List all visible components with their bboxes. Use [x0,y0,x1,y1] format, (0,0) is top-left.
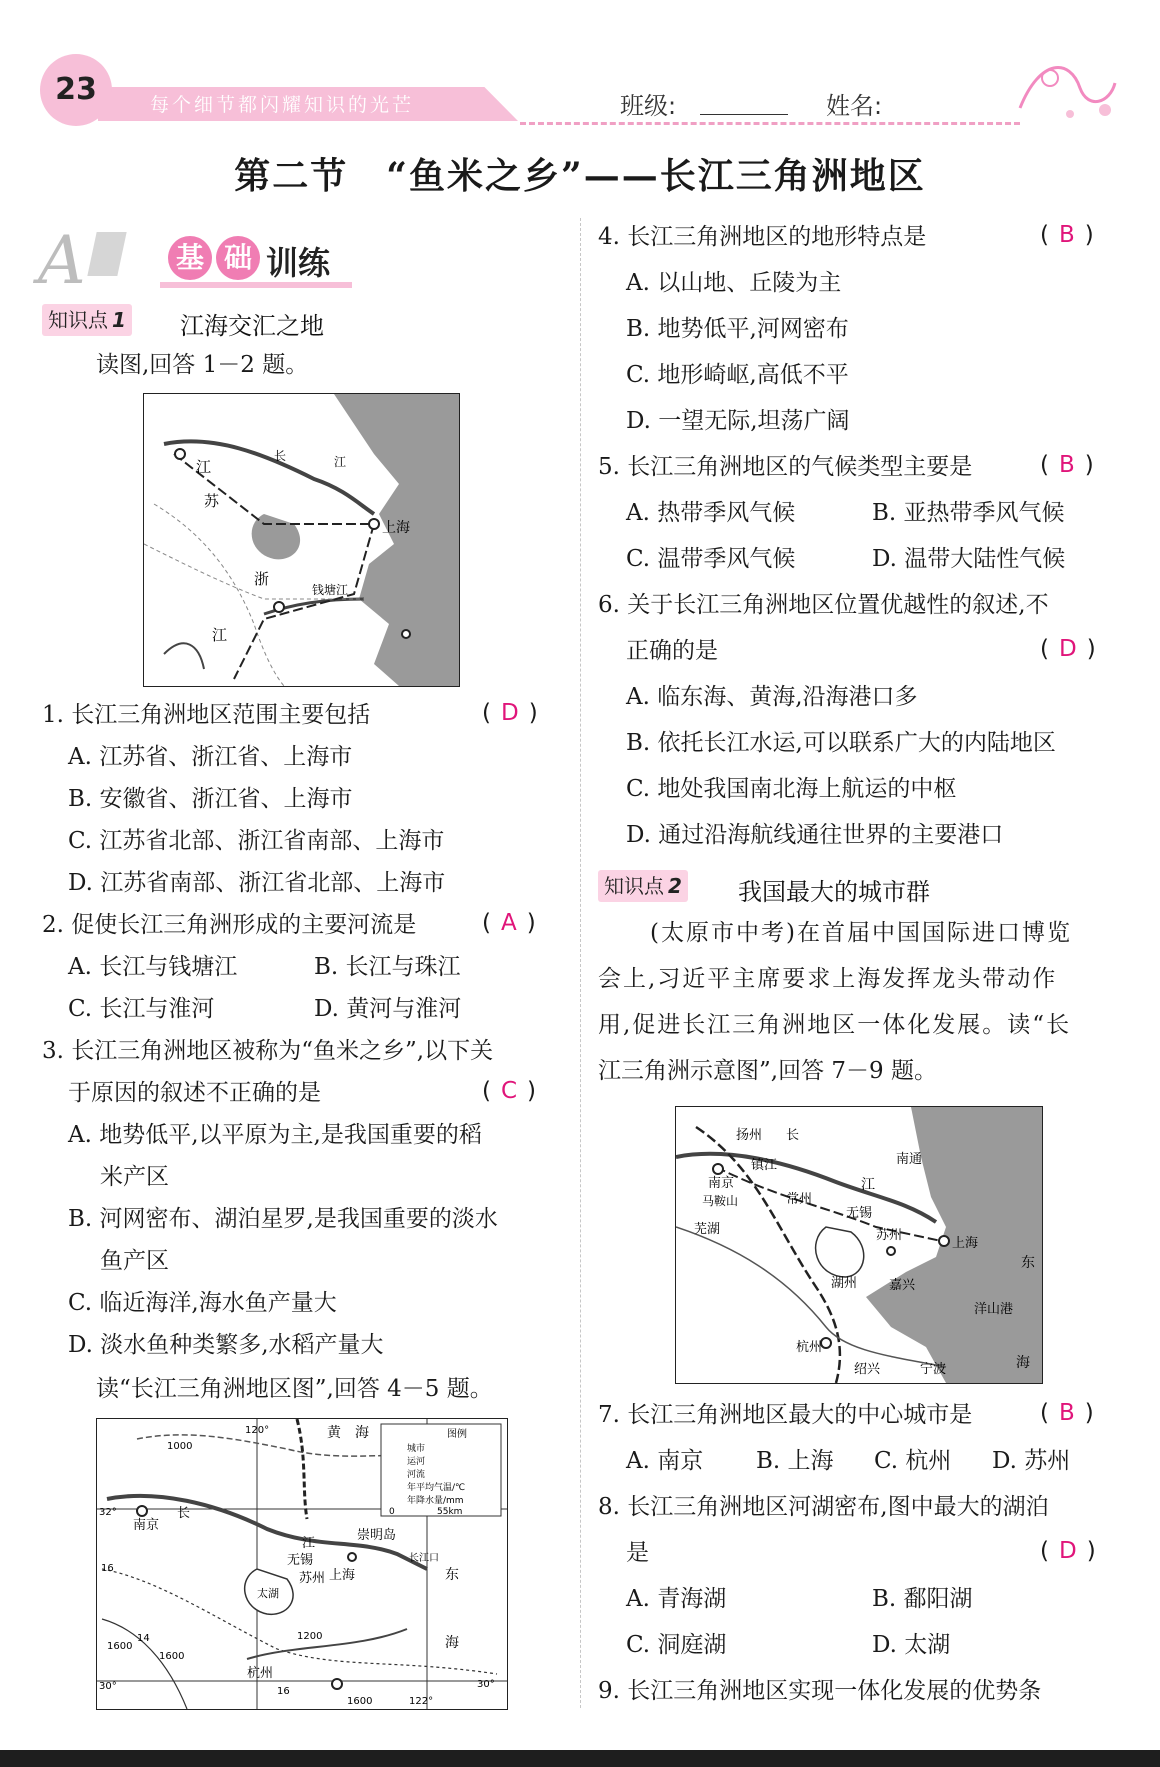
map2-tick-lon-122: 122° [409,1696,434,1707]
map3-label-nanjing: 南京 [708,1176,735,1191]
q5-option-c[interactable]: C. 温带季风气候 [626,546,796,572]
q2-answer[interactable]: ( A ) [482,910,536,936]
map2-legend-temp: 年平均气温/℃ [407,1483,466,1493]
q2-option-a[interactable]: A. 长江与钱塘江 [68,954,238,980]
map2-label-suzhou: 苏州 [299,1571,326,1586]
q3-stem-line-1: 3. 长江三角洲地区被称为“鱼米之乡”,以下关 [42,1038,494,1064]
intro-1: 读图,回答 1－2 题。 [96,352,309,378]
map2-label-nanjing: 南京 [133,1518,160,1533]
map2-tick-14: 14 [137,1633,150,1644]
map2-label-hai: 海 [355,1425,369,1441]
section-logo-letter: A [38,222,86,299]
q8-option-d[interactable]: D. 太湖 [872,1632,951,1658]
q3-option-d[interactable]: D. 淡水鱼种类繁多,水稻产量大 [68,1332,384,1358]
map2-tick-1600-a: 1600 [107,1641,133,1652]
q7-option-c[interactable]: C. 杭州 [874,1448,952,1474]
map2-label-wuxi: 无锡 [287,1553,314,1568]
q7-answer[interactable]: ( B ) [1040,1400,1094,1426]
map2-tick-16-b: 16 [277,1686,290,1697]
map3-label-ningbo: 宁波 [920,1362,947,1377]
kp2-passage-line-1: (太原市中考)在首届中国国际进口博览 [650,920,1072,946]
map2-legend-title: 图例 [447,1429,467,1440]
map2-label-shanghai: 上海 [329,1568,356,1583]
map3-label-yangzhou: 扬州 [736,1128,763,1143]
page-title: 第二节 “鱼米之乡”——长江三角洲地区 [234,155,926,197]
q1-option-a[interactable]: A. 江苏省、浙江省、上海市 [68,744,353,770]
map2-label-chang: 长 [177,1506,191,1521]
map2-label-hangzhou: 杭州 [247,1666,274,1681]
q6-answer[interactable]: ( D ) [1040,636,1096,662]
map3-label-jiaxing: 嘉兴 [889,1278,916,1293]
q4-option-d[interactable]: D. 一望无际,坦荡广阔 [626,408,850,434]
map2-tick-1600-c: 1600 [347,1696,373,1707]
map1-label-jiang: 江 [196,458,212,476]
q6-option-c[interactable]: C. 地处我国南北海上航运的中枢 [626,776,957,802]
page-number: 23 [40,54,112,126]
map1-label-jiang-province: 江 [212,626,228,644]
map2-tick-16: 16 [101,1563,114,1574]
map2-label-taihu: 太湖 [257,1587,279,1600]
kp2-tag: 知识点 2 [598,870,688,902]
q7-stem: 7. 长江三角洲地区最大的中心城市是 [598,1402,973,1428]
map3-label-wuxi: 无锡 [846,1206,873,1221]
map3-label-yangshangang: 洋山港 [974,1302,1014,1317]
q5-option-d[interactable]: D. 温带大陆性气候 [872,546,1066,572]
q8-stem-line-1: 8. 长江三角洲地区河湖密布,图中最大的湖泊 [598,1494,1049,1520]
map3-label-jiang: 江 [861,1177,875,1193]
map3-label-shaoxing: 绍兴 [854,1362,881,1377]
q7-option-a[interactable]: A. 南京 [626,1448,704,1474]
kp1-title: 江海交汇之地 [180,312,324,340]
q6-option-b[interactable]: B. 依托长江水运,可以联系广大的内陆地区 [626,730,1056,756]
map2-legend-canal: 运河 [407,1457,426,1467]
q4-answer[interactable]: ( B ) [1040,222,1094,248]
map3-label-zhenjiang: 镇江 [751,1158,778,1173]
map1-label-su: 苏 [204,492,220,510]
map2-tick-1600-b: 1600 [159,1651,185,1662]
q6-stem-line-2: 正确的是 [626,638,718,664]
q4-option-a[interactable]: A. 以山地、丘陵为主 [626,270,842,296]
map3-label-wuhu: 芜湖 [694,1222,721,1237]
map2-tick-lat-30-right: 30° [477,1679,495,1690]
map1-label-qiantangjiang: 钱塘江 [312,583,349,597]
map2-legend-precip: 年降水量/mm [407,1496,464,1506]
map2-label-changjiangkou: 长江口 [409,1553,439,1564]
q1-option-b[interactable]: B. 安徽省、浙江省、上海市 [68,786,353,812]
q3-option-a-cont: 米产区 [100,1164,169,1190]
q4-stem: 4. 长江三角洲地区的地形特点是 [598,224,927,250]
q5-option-a[interactable]: A. 热带季风气候 [626,500,796,526]
map3-label-nantong: 南通 [896,1152,923,1167]
q3-option-a[interactable]: A. 地势低平,以平原为主,是我国重要的稻 [68,1122,482,1148]
q6-stem-line-1: 6. 关于长江三角洲地区位置优越性的叙述,不 [598,592,1049,618]
map2-tick-1200: 1200 [297,1631,323,1642]
map2-label-huang: 黄 [327,1425,341,1441]
map3-label-dong: 东 [1021,1255,1035,1271]
book-icon [87,232,126,276]
q9-stem: 9. 长江三角洲地区实现一体化发展的优势条 [598,1678,1042,1704]
q5-stem: 5. 长江三角洲地区的气候类型主要是 [598,454,973,480]
q3-stem-line-2: 于原因的叙述不正确的是 [68,1080,321,1106]
q3-option-b-cont: 鱼产区 [100,1248,169,1274]
map2-label-dong: 东 [445,1567,459,1583]
map3-label-changzhou: 常州 [786,1192,813,1207]
q7-option-d[interactable]: D. 苏州 [992,1448,1071,1474]
q2-stem: 2. 促使长江三角洲形成的主要河流是 [42,912,417,938]
q7-option-b[interactable]: B. 上海 [756,1448,834,1474]
q1-stem: 1. 长江三角洲地区范围主要包括 [42,702,371,728]
q2-option-c[interactable]: C. 长江与淮河 [68,996,215,1022]
q3-option-b[interactable]: B. 河网密布、湖泊星罗,是我国重要的淡水 [68,1206,498,1232]
q6-option-a[interactable]: A. 临东海、黄海,沿海港口多 [626,684,918,710]
kp2-title: 我国最大的城市群 [738,878,930,906]
section-logo-char-2: 础 [216,236,260,280]
q4-option-c[interactable]: C. 地形崎岖,高低不平 [626,362,849,388]
q1-option-d[interactable]: D. 江苏省南部、浙江省北部、上海市 [68,870,446,896]
map3-label-hai: 海 [1016,1355,1030,1371]
map3-label-hangzhou: 杭州 [796,1340,823,1355]
map2-legend-scale: 55km [437,1507,463,1517]
map2-tick-lat-32: 32° [99,1507,117,1518]
kp2-passage-line-4: 江三角洲示意图”,回答 7－9 题。 [598,1058,937,1084]
map2-legend-city: 城市 [407,1444,426,1454]
q8-stem-line-2: 是 [626,1540,649,1566]
q3-answer[interactable]: ( C ) [482,1078,537,1104]
q2-option-d[interactable]: D. 黄河与淮河 [314,996,462,1022]
q6-option-d[interactable]: D. 通过沿海航线通往世界的主要港口 [626,822,1004,848]
map2-legend-scale-zero: 0 [389,1507,395,1517]
map2-tick-1000: 1000 [167,1441,193,1452]
map2-tick-lon-120: 120° [245,1425,270,1436]
map-yangtze-region-2 [96,1418,508,1710]
section-logo-char-1: 基 [168,236,212,280]
map2-tick-lat-30-left: 30° [99,1681,117,1692]
q5-option-b[interactable]: B. 亚热带季风气候 [872,500,1065,526]
map2-label-jiang: 江 [302,1536,316,1551]
class-label: 班级: [620,92,677,120]
q1-option-c[interactable]: C. 江苏省北部、浙江省南部、上海市 [68,828,445,854]
intro-2: 读“长江三角洲地区图”,回答 4－5 题。 [96,1376,493,1402]
map3-label-shanghai: 上海 [952,1236,979,1251]
q8-option-a[interactable]: A. 青海湖 [626,1586,727,1612]
map-yangtze-schematic [675,1106,1043,1384]
q8-option-b[interactable]: B. 鄱阳湖 [872,1586,973,1612]
class-blank[interactable] [700,114,788,115]
column-divider [580,218,581,1708]
header-dashed-line [520,122,1020,125]
bottom-bar [0,1750,1160,1767]
q3-option-c[interactable]: C. 临近海洋,海水鱼产量大 [68,1290,337,1316]
kp1-tag: 知识点 1 [42,304,132,336]
map1-label-zhe: 浙 [254,570,270,588]
q5-answer[interactable]: ( B ) [1040,452,1094,478]
map3-label-huzhou: 湖州 [831,1276,858,1291]
q4-option-b[interactable]: B. 地势低平,河网密布 [626,316,849,342]
kp2-passage-line-3: 用,促进长江三角洲地区一体化发展。读“长 [598,1012,1072,1038]
map3-label-suzhou: 苏州 [876,1228,903,1243]
header-slogan: 每个细节都闪耀知识的光芒 [150,94,415,116]
map2-legend-river: 河流 [407,1470,426,1480]
map3-label-chang: 长 [786,1128,800,1143]
map2-label-chongmingdao: 崇明岛 [357,1528,397,1543]
q8-answer[interactable]: ( D ) [1040,1538,1096,1564]
map1-label-chang: 长 [274,449,287,463]
name-label: 姓名: [826,92,883,120]
map2-label-hai-east: 海 [445,1635,459,1651]
q8-option-c[interactable]: C. 洞庭湖 [626,1632,727,1658]
map1-label-shanghai: 上海 [382,520,410,536]
q2-option-b[interactable]: B. 长江与珠江 [314,954,461,980]
q1-answer[interactable]: ( D ) [482,700,538,726]
kp2-passage-line-2: 会上,习近平主席要求上海发挥龙头带动作 [598,966,1058,992]
map-yangtze-region-1 [143,393,460,687]
flourish-ornament-icon [1010,48,1130,128]
section-logo-text: 训练 [266,244,331,282]
map3-label-maanshan: 马鞍山 [702,1194,739,1208]
map1-label-jiang-river: 江 [334,455,347,469]
